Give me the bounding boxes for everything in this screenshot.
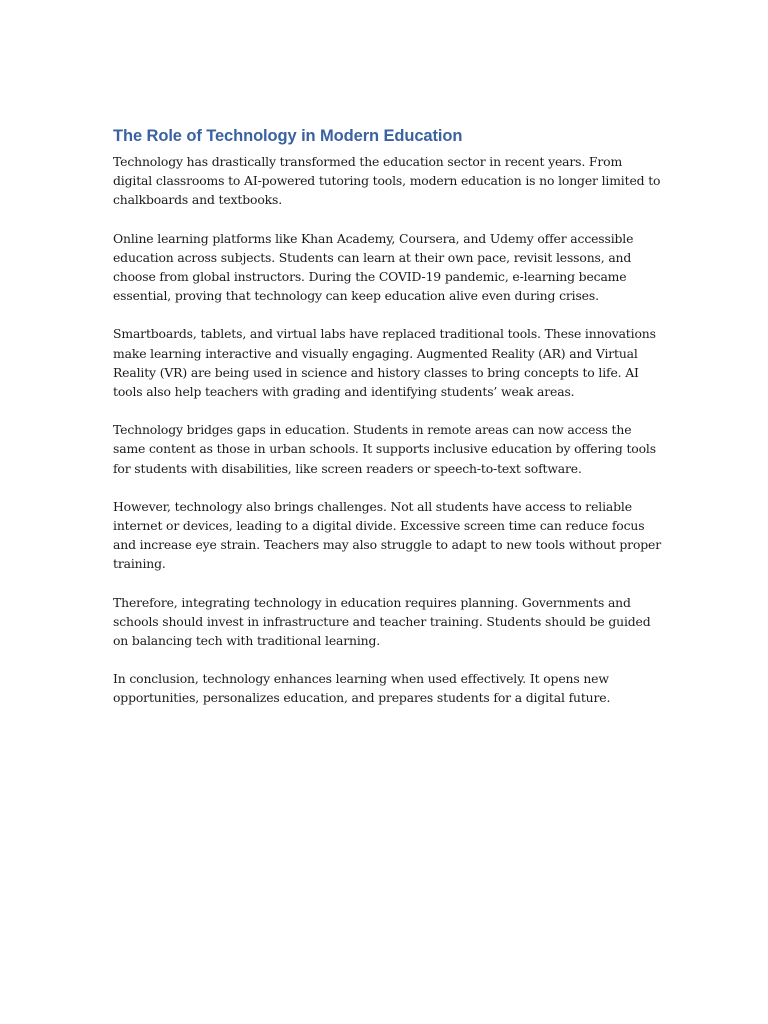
paragraph-challenges: However, technology also brings challenges. Not all students have access to reliable internet or devices, leading to a digital divide. Excessive screen time can reduce focus and increase eye strain. Teachers may also struggle to adapt to new tools without proper training.	[113, 498, 661, 572]
paragraph-conclusion: In conclusion, technology enhances learning when used effectively. It opens new opportunities, personalizes education, and prepares students for a digital future.	[113, 671, 611, 706]
document-title: The Role of Technology in Modern Education	[113, 127, 463, 145]
paragraph-bridging-gaps: Technology bridges gaps in education. Students in remote areas can now access the same content as those in urban schools. It supports inclusive education by offering tools for students with disabilities, like screen readers or speech-to-text software.	[113, 422, 656, 476]
paragraph-classroom-tools: Smartboards, tablets, and virtual labs have replaced traditional tools. These innovations make learning interactive and visually engaging. Augmented Reality (AR) and Virtual Reality (VR) are being used in science and history classes to bring concepts to life. AI tools also help teachers with grading and identifying students’ weak areas.	[113, 326, 656, 400]
document-body	[113, 124, 661, 727]
paragraph-planning: Therefore, integrating technology in education requires planning. Governments and schools should invest in infrastructure and teacher training. Students should be guided on balancing tech with traditional learning.	[113, 594, 651, 649]
paragraph-introduction: Technology has drastically transformed the education sector in recent years. From digital classrooms to AI-powered tutoring tools, modern education is no longer limited to chalkboards and textbooks.	[113, 154, 661, 208]
paragraph-online-learning: Online learning platforms like Khan Academy, Coursera, and Udemy offer accessible education across subjects. Students can learn at their own pace, revisit lessons, and choose from global instructors. During the COVID-19 pandemic, e-learning became essential, proving that technology can keep education alive even during crises.	[113, 230, 634, 304]
